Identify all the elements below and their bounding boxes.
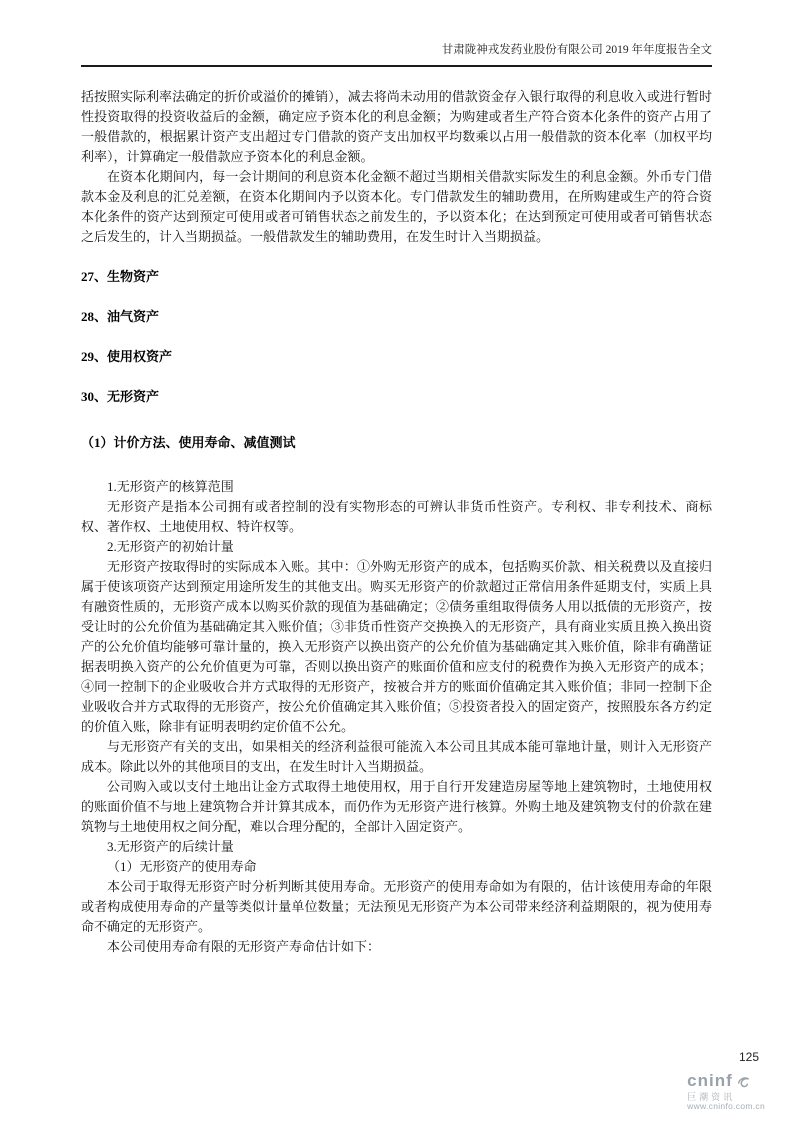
page-number: 125 (738, 1050, 759, 1064)
cninfo-swirl-icon (736, 1073, 752, 1089)
body-paragraph-borrowing-costs-continuation: 括按照实际利率法确定的折价或溢价的摊销），减去将尚未动用的借款资金存入银行取得的利息收入或进行暂时性投资取得的投资收益后的金额，确定应予资本化的利息金额；为购建或者生产符合资本化条件的资产占用了一般借款的，根据累计资产支出超过专门借款的资产支出加权平均数乘以占用一般借款的资本化率（加权平均利率），计算确定一般借款应予资本化的利息金额。 (81, 89, 712, 164)
cninfo-logo-row (687, 1071, 765, 1091)
section-heading-right-of-use-assets: 29、使用权资产 (81, 349, 173, 364)
section-heading-oil-gas-assets: 28、油气资产 (81, 309, 160, 324)
document-body (81, 87, 712, 957)
section-heading-biological-assets: 27、生物资产 (81, 269, 160, 284)
body-paragraph-useful-life-judgement: 本公司于取得无形资产时分析判断其使用寿命。无形资产的使用寿命如为有限的，估计该使用寿命的年限或者构成使用寿命的产量等类似计量单位数量；无法预见无形资产为本公司带来经济利益期限的，视为使用寿命不确定的无形资产。 (81, 879, 712, 934)
body-paragraph-initial-measurement-detail: 无形资产按取得时的实际成本入账。其中：①外购无形资产的成本，包括购买价款、相关税费以及直接归属于使该项资产达到预定用途所发生的其他支出。购买无形资产的价款超过正常信用条件延期支付，实质上具有融资性质的，无形资产成本以购买价款的现值为基础确定；②债务重组取得债务人用以抵债的无形资产，按受让时的公允价值为基础确定其入账价值；③非货币性资产交换换入的无形资产，具有商业实质且换入换出资产的公允价值均能够可靠计量的，换入无形资产以换出资产的公允价值为基础确定其入账价值，除非有确凿证据表明换入资产的公允价值更为可靠，否则以换出资产的账面价值和应支付的税费作为换入无形资产的成本；④同一控制下的企业吸收合并方式取得的无形资产，按被合并方的账面价值确定其入账价值；非同一控制下企业吸收合并方式取得的无形资产，按公允价值确定其入账价值；⑤投资者投入的固定资产，按照股东各方约定的价值入账，除非有证明表明约定价值不公允。 (81, 559, 712, 734)
body-paragraph-initial-measurement-title: 2.无形资产的初始计量 (107, 539, 234, 554)
cninfo-logo (687, 1071, 765, 1112)
header-divider (81, 65, 712, 67)
body-paragraph-land-use-right: 公司购入或以支付土地出让金方式取得土地使用权，用于自行开发建造房屋等地上建筑物时，土地使用权的账面价值不与地上建筑物合并计算其成本，而仍作为无形资产进行核算。外购土地及建筑物支付的价款在建筑物与土地使用权之间分配，难以合理分配的，全部计入固定资产。 (81, 779, 712, 834)
body-paragraph-intangible-scope-title: 1.无形资产的核算范围 (107, 479, 234, 494)
body-paragraph-useful-life-title: （1）无形资产的使用寿命 (107, 859, 257, 874)
cninfo-logo-subtitle: 巨潮资讯 (687, 1091, 736, 1102)
body-paragraph-related-expenditure: 与无形资产有关的支出，如果相关的经济利益很可能流入本公司且其成本能可靠地计量，则计入无形资产成本。除此以外的其他项目的支出，在发生时计入当期损益。 (81, 739, 712, 774)
section-heading-intangible-assets: 30、无形资产 (81, 389, 160, 404)
body-paragraph-useful-life-estimate-lead-in: 本公司使用寿命有限的无形资产寿命估计如下： (107, 939, 381, 954)
cninfo-logo-url: www.cninfo.com.cn (687, 1101, 765, 1112)
cninfo-logo-wordmark: cninf (687, 1071, 733, 1091)
report-header-title: 甘肃陇神戎发药业股份有限公司 2019 年年度报告全文 (441, 44, 712, 56)
page-header (81, 42, 712, 67)
body-paragraph-intangible-definition: 无形资产是指本公司拥有或者控制的没有实物形态的可辨认非货币性资产。专利权、非专利技术、商标权、著作权、土地使用权、特许权等。 (81, 499, 712, 534)
body-paragraph-capitalization-period: 在资本化期间内，每一会计期间的利息资本化金额不超过当期相关借款实际发生的利息金额。外币专门借款本金及利息的汇兑差额，在资本化期间内予以资本化。专门借款发生的辅助费用，在所购建或生产的符合资本化条件的资产达到预定可使用或者可销售状态之前发生的，予以资本化；在达到预定可使用或者可销售状态之后发生的，计入当期损益。一般借款发生的辅助费用，在发生时计入当期损益。 (81, 169, 712, 244)
subheading-valuation-method-useful-life-impairment: （1）计价方法、使用寿命、减值测试 (81, 435, 296, 450)
body-paragraph-subsequent-measurement-title: 3.无形资产的后续计量 (107, 839, 234, 854)
